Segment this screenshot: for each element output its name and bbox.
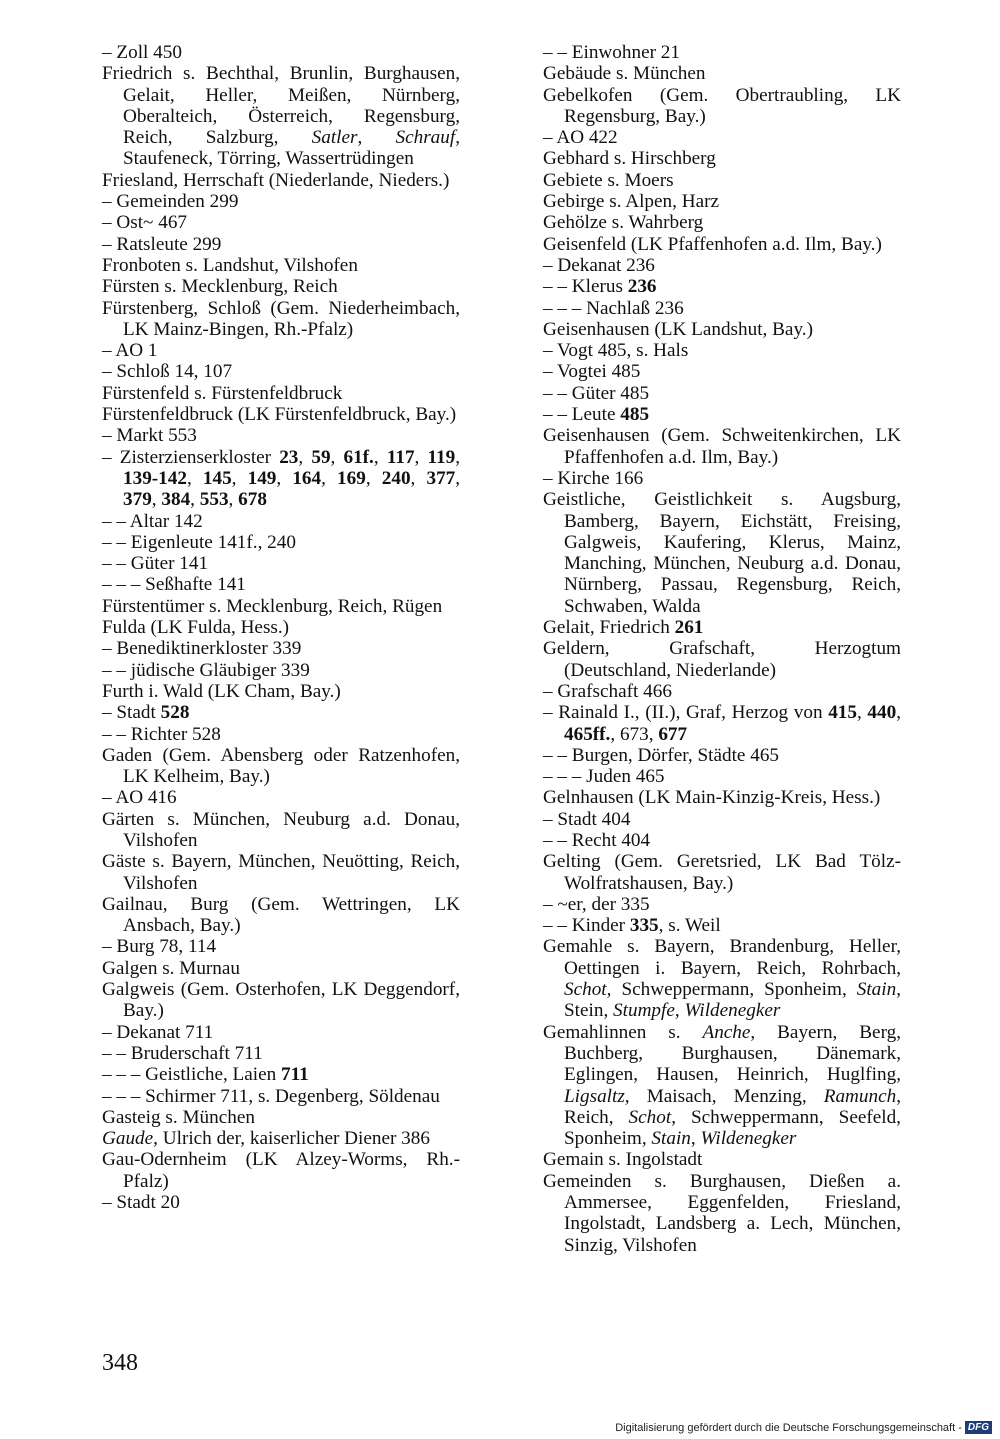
- index-entry-text: – Rainald I., (II.), Graf, Herzog von: [543, 702, 829, 724]
- index-entry-text: ,: [231, 467, 248, 489]
- index-entry-text: – Gemeinden 299: [102, 191, 239, 213]
- index-entry: [102, 532, 460, 553]
- index-entry-text: 164: [292, 467, 322, 489]
- index-entry-text: Stain: [856, 979, 897, 1001]
- index-entry-text: Fulda (LK Fulda, Hess.): [102, 617, 290, 639]
- index-entry-text: Fronboten s. Landshut, Vilshofen: [102, 254, 358, 276]
- index-entry: [102, 745, 460, 788]
- index-entry-text: 139-142: [123, 467, 187, 489]
- index-entry-text: , Ulrich der, kaiserlicher Diener 386: [153, 1128, 430, 1150]
- index-entry: [102, 340, 460, 361]
- index-entry-text: Geldern, Grafschaft, Herzogtum (Deutschland, Niederlande): [543, 638, 901, 681]
- index-entry-text: ,: [186, 467, 203, 489]
- index-entry: [102, 276, 460, 297]
- index-entry-text: – – – Juden 465: [543, 766, 665, 788]
- index-entry-text: – – Richter 528: [102, 723, 221, 745]
- index-entry-text: 379: [123, 489, 152, 511]
- index-entry-text: Gebiete s. Moers: [543, 169, 674, 191]
- index-entry: [102, 170, 460, 191]
- index-entry-text: , Reich,: [564, 1085, 901, 1128]
- index-entry: [543, 340, 901, 361]
- index-entry-text: Gebelkofen (Gem. Obertraubling, LK Regensburg, Bay.): [543, 84, 901, 127]
- index-entry: [543, 894, 901, 915]
- index-entry-text: Anche: [702, 1021, 751, 1043]
- index-entry-text: 465ff.: [564, 723, 611, 745]
- index-entry-text: Friedrich s. Bechthal, Brunlin, Burghausen, Gelait, Heller, Meißen, Nürnberg, Oberalteich, Österreich, Regensburg, Reich, Salzburg,: [102, 63, 460, 149]
- index-entry-text: – – – Nachlaß 236: [543, 297, 684, 319]
- index-entry: [543, 212, 901, 233]
- index-entry-text: – Zoll 450: [102, 42, 182, 63]
- index-entry-text: ,: [896, 702, 901, 724]
- index-entry-text: – – Leute: [543, 404, 621, 426]
- index-entry-text: Geisenfeld (LK Pfaffenhofen a.d. Ilm, Bay.): [543, 233, 882, 255]
- index-entry-text: 335: [629, 915, 659, 937]
- index-entry: [543, 63, 901, 84]
- index-entry-text: 415: [828, 702, 857, 724]
- index-entry-text: ,: [674, 1000, 685, 1022]
- index-entry: [543, 85, 901, 128]
- index-entry-text: Gau-Odernheim (LK Alzey-Worms, Rh.-Pfalz): [102, 1149, 460, 1192]
- index-entry: [543, 787, 901, 808]
- index-entry: [543, 745, 901, 766]
- index-entry-text: Furth i. Wald (LK Cham, Bay.): [102, 680, 341, 702]
- index-entry: [543, 489, 901, 617]
- index-entry-text: Gebäude s. München: [543, 63, 706, 85]
- index-entry-text: Gäste s. Bayern, München, Neuötting, Reich, Vilshofen: [102, 851, 460, 894]
- index-entry: [102, 702, 460, 723]
- index-entry-text: 711: [281, 1064, 309, 1086]
- index-entry: [102, 404, 460, 425]
- index-entry-text: – Vogtei 485: [543, 361, 641, 383]
- index-entry-text: – Stadt 404: [543, 808, 631, 830]
- index-entry-text: 377: [426, 467, 456, 489]
- index-entry-text: ,: [414, 446, 428, 468]
- index-entry: [543, 617, 901, 638]
- index-entry-text: ,: [228, 489, 239, 511]
- index-entry-text: Gehölze s. Wahrberg: [543, 212, 704, 234]
- index-entry-text: ,: [690, 1128, 701, 1150]
- index-entry: [102, 979, 460, 1022]
- index-entry-text: 169: [337, 467, 366, 489]
- index-entry-text: – – Kinder: [543, 915, 630, 937]
- index-entry: [543, 404, 901, 425]
- index-entry: [543, 361, 901, 382]
- index-entry-text: Schot: [628, 1106, 672, 1128]
- index-entry-text: , Maisach, Menzing,: [624, 1085, 824, 1107]
- index-entry: [543, 170, 901, 191]
- index-entry-text: 236: [627, 276, 657, 298]
- index-entry-text: Geisenhausen (LK Landshut, Bay.): [543, 318, 813, 340]
- index-entry-text: 678: [238, 489, 267, 511]
- index-entry: [543, 255, 901, 276]
- index-entry: [543, 234, 901, 255]
- index-entry-text: – ~er, der 335: [543, 893, 650, 915]
- index-entry-text: – Zisterzienserkloster: [102, 446, 280, 468]
- index-entry-text: ,: [151, 489, 162, 511]
- index-entry-text: , Staufeneck, Törring, Wassertrüdingen: [123, 127, 460, 170]
- index-entry: [102, 255, 460, 276]
- index-entry-text: , Schweppermann, Sponheim,: [606, 979, 857, 1001]
- index-entry-text: Fürstenfeldbruck (LK Fürstenfeldbruck, Bay.): [102, 404, 457, 426]
- index-entry-text: – AO 1: [102, 340, 158, 362]
- index-entry: [543, 276, 901, 297]
- index-entry-text: 240: [381, 467, 411, 489]
- index-entry: [543, 936, 901, 1021]
- index-entry-text: 119: [427, 446, 456, 468]
- index-entry-text: ,: [298, 446, 312, 468]
- index-entry-text: – – jüdische Gläubiger 339: [102, 659, 310, 681]
- index-entry-text: Gelnhausen (LK Main-Kinzig-Kreis, Hess.): [543, 787, 881, 809]
- index-entry-text: Fürsten s. Mecklenburg, Reich: [102, 276, 338, 298]
- index-entry-text: – – – Geistliche, Laien: [102, 1064, 282, 1086]
- index-entry-text: Friesland, Herrschaft (Niederlande, Nieders.): [102, 169, 450, 191]
- index-entry-text: ,: [357, 127, 396, 149]
- dfg-logo-icon: DFG: [965, 1421, 992, 1434]
- index-entry-text: Gelting (Gem. Geretsried, LK Bad Tölz-Wolfratshausen, Bay.): [543, 851, 901, 894]
- index-entry: [102, 361, 460, 382]
- index-entry-text: Gemahle s. Bayern, Brandenburg, Heller, Oettingen i. Bayern, Reich, Rohrbach,: [543, 936, 901, 979]
- index-entry: [543, 42, 901, 63]
- index-entry-text: ,: [365, 467, 382, 489]
- index-entry-text: 384: [161, 489, 191, 511]
- index-entry: [102, 681, 460, 702]
- footer-text: Digitalisierung gefördert durch die Deutsche Forschungsgemeinschaft -: [615, 1421, 962, 1434]
- index-entry-text: Gailnau, Burg (Gem. Wettringen, LK Ansbach, Bay.): [102, 893, 460, 937]
- index-entry: [543, 851, 901, 894]
- index-entry: [102, 553, 460, 574]
- index-entry: [543, 681, 901, 702]
- index-entry-text: Satler: [311, 127, 358, 149]
- index-entry: [102, 425, 460, 446]
- index-entry-text: ,: [455, 446, 461, 468]
- index-entry-text: Wildenegker: [684, 1000, 781, 1022]
- index-entry: [102, 936, 460, 957]
- index-entry-text: Gasteig s. München: [102, 1106, 255, 1128]
- index-entry: [543, 809, 901, 830]
- index-entry-text: 59: [311, 446, 331, 468]
- index-entry-text: Fürstentümer s. Mecklenburg, Reich, Rügen: [102, 595, 443, 617]
- index-entry: [102, 958, 460, 979]
- index-entry-text: Ramunch: [823, 1085, 897, 1107]
- index-entry-text: Gemeinden s. Burghausen, Dießen a. Ammersee, Eggenfelden, Friesland, Ingolstadt, Landsberg a. Lech, München, Sinzig, Vilshofen: [543, 1170, 901, 1256]
- index-entry-text: Galgweis (Gem. Osterhofen, LK Deggendorf, Bay.): [102, 979, 460, 1022]
- index-entry: [543, 298, 901, 319]
- index-entry: [543, 127, 901, 148]
- index-entry: [102, 787, 460, 808]
- index-entry-text: Galgen s. Murnau: [102, 957, 241, 979]
- index-entry-text: – Ratsleute 299: [102, 233, 222, 255]
- index-entry-text: 261: [674, 617, 704, 639]
- index-entry: [543, 191, 901, 212]
- index-entry-text: Schot: [564, 979, 607, 1001]
- index-entry-text: Gemahlinnen s.: [543, 1021, 703, 1043]
- index-entry-text: Gelait, Friedrich: [543, 617, 675, 639]
- index-entry: [102, 191, 460, 212]
- index-entry-text: 61f.: [343, 446, 374, 468]
- index-entry-text: ,: [276, 467, 293, 489]
- index-entry-text: 677: [658, 723, 688, 745]
- index-entry-text: – Schloß 14, 107: [102, 361, 233, 383]
- index-column-right: [543, 42, 901, 1256]
- index-entry-text: – Dekanat 236: [543, 254, 655, 276]
- index-entry-text: – – Güter 485: [543, 382, 650, 404]
- index-entry-text: – – Eigenleute 141f., 240: [102, 531, 296, 553]
- index-entry-text: , Schweppermann, Seefeld, Sponheim,: [564, 1106, 901, 1150]
- index-entry: [543, 766, 901, 787]
- index-entry-text: ,: [856, 702, 868, 724]
- index-entry-text: Gemain s. Ingolstadt: [543, 1149, 703, 1171]
- index-entry-text: ,: [455, 467, 461, 489]
- index-entry: [543, 702, 901, 745]
- index-entry: [102, 1022, 460, 1043]
- index-entry-text: 117: [386, 446, 415, 468]
- index-entry-text: – – Burgen, Dörfer, Städte 465: [543, 744, 780, 766]
- index-entry-text: ,: [330, 446, 344, 468]
- index-entry-text: Gärten s. München, Neuburg a.d. Donau, Vilshofen: [102, 808, 460, 851]
- index-entry-text: 485: [620, 404, 650, 426]
- index-entry-text: – – Recht 404: [543, 829, 651, 851]
- index-entry-text: Gaude: [102, 1128, 154, 1150]
- index-entry-text: ,: [321, 467, 338, 489]
- index-entry-text: ,: [410, 467, 427, 489]
- index-entry-text: – – – Seßhafte 141: [102, 574, 246, 596]
- index-entry-text: – Markt 553: [102, 425, 197, 447]
- index-entry-text: Geistliche, Geistlichkeit s. Augsburg, Bamberg, Bayern, Eichstätt, Freising, Galgweis, Kaufering, Klerus, Mainz, Manching, München, Neuburg a.d. Donau, Nürnberg, Passau, Regensburg, Reich, Schwaben, Walda: [543, 489, 901, 617]
- index-entry-text: Gebirge s. Alpen, Harz: [543, 191, 720, 213]
- index-entry: [102, 447, 460, 511]
- index-entry: [102, 596, 460, 617]
- index-entry-text: – – Altar 142: [102, 510, 203, 532]
- index-entry-text: ,: [190, 489, 200, 511]
- index-entry-text: 440: [867, 702, 897, 724]
- index-entry-text: Stumpfe: [613, 1000, 675, 1022]
- index-entry-text: Schrauf: [395, 127, 456, 149]
- index-entry: [102, 1043, 460, 1064]
- index-entry: [102, 638, 460, 659]
- index-entry: [102, 234, 460, 255]
- index-entry: [543, 1149, 901, 1170]
- index-entry: [102, 724, 460, 745]
- index-entry: [102, 660, 460, 681]
- index-entry: [543, 1022, 901, 1150]
- index-entry-text: – – Güter 141: [102, 553, 209, 575]
- index-entry: [543, 319, 901, 340]
- index-entry-text: 149: [247, 467, 277, 489]
- index-entry: [543, 148, 901, 169]
- index-entry-text: – Grafschaft 466: [543, 680, 672, 702]
- index-entry-text: – Dekanat 711: [102, 1021, 214, 1043]
- index-entry: [543, 383, 901, 404]
- index-entry-text: Gaden (Gem. Abensberg oder Ratzenhofen, LK Kelheim, Bay.): [102, 744, 460, 788]
- index-entry-text: 145: [202, 467, 232, 489]
- index-entry: [543, 915, 901, 936]
- index-entry: [102, 298, 460, 341]
- index-entry-text: – Stadt 20: [102, 1192, 180, 1214]
- index-entry: [102, 1149, 460, 1192]
- index-entry: [102, 617, 460, 638]
- index-entry-text: – – Klerus: [543, 276, 628, 298]
- index-entry: [102, 511, 460, 532]
- index-entry: [102, 851, 460, 894]
- index-entry-text: – Kirche 166: [543, 467, 644, 489]
- index-column-left: [102, 42, 460, 1213]
- index-entry: [102, 212, 460, 233]
- footer-credit: [615, 1421, 992, 1434]
- index-entry: [102, 383, 460, 404]
- index-entry-text: – Ost~ 467: [102, 212, 188, 234]
- index-entry-text: Fürstenfeld s. Fürstenfeldbruck: [102, 382, 343, 404]
- index-entry: [543, 425, 901, 468]
- index-entry: [102, 1192, 460, 1213]
- index-entry-text: Ligsaltz: [564, 1085, 625, 1107]
- index-entry-text: , Stein,: [564, 979, 901, 1022]
- index-entry-text: – AO 416: [102, 787, 177, 809]
- index-entry-text: Geisenhausen (Gem. Schweitenkirchen, LK Pfaffenhofen a.d. Ilm, Bay.): [543, 425, 901, 468]
- index-entry-text: 553: [199, 489, 229, 511]
- index-entry-text: – Vogt 485, s. Hals: [543, 340, 689, 362]
- index-entry: [102, 574, 460, 595]
- page-number: 348: [102, 1350, 138, 1376]
- index-entry: [102, 63, 460, 169]
- index-entry-text: , Bayern, Berg, Buchberg, Burghausen, Dänemark, Eglingen, Hausen, Heinrich, Huglfing,: [564, 1021, 901, 1086]
- index-entry-text: – – Bruderschaft 711: [102, 1042, 263, 1064]
- index-entry: [543, 1171, 901, 1256]
- index-entry: [102, 809, 460, 852]
- index-entry-text: – – – Schirmer 711, s. Degenberg, Söldenau: [102, 1085, 440, 1107]
- index-entry-text: – Burg 78, 114: [102, 936, 217, 958]
- index-entry: [543, 830, 901, 851]
- index-entry-text: Gebhard s. Hirschberg: [543, 148, 716, 170]
- index-entry: [102, 1064, 460, 1085]
- index-entry: [543, 638, 901, 681]
- index-entry: [102, 1107, 460, 1128]
- index-entry: [102, 1086, 460, 1107]
- index-entry-text: , s. Weil: [658, 915, 721, 937]
- index-entry-text: – – Einwohner 21: [543, 42, 680, 63]
- index-entry: [102, 1128, 460, 1149]
- index-entry-text: Wildenegker: [700, 1128, 797, 1150]
- index-entry-text: 528: [160, 702, 190, 724]
- index-entry-text: Fürstenberg, Schloß (Gem. Niederheimbach, LK Mainz-Bingen, Rh.-Pfalz): [102, 297, 460, 340]
- index-entry-text: – Benediktinerkloster 339: [102, 638, 302, 660]
- index-entry: [102, 894, 460, 937]
- index-entry-text: – Stadt: [102, 702, 161, 724]
- index-entry-text: – AO 422: [543, 127, 618, 149]
- index-entry: [102, 42, 460, 63]
- index-entry-text: Stain: [651, 1128, 691, 1150]
- index-entry-text: , 673,: [610, 723, 659, 745]
- index-entry-text: 23: [279, 446, 299, 468]
- index-entry-text: ,: [373, 446, 387, 468]
- index-entry: [543, 468, 901, 489]
